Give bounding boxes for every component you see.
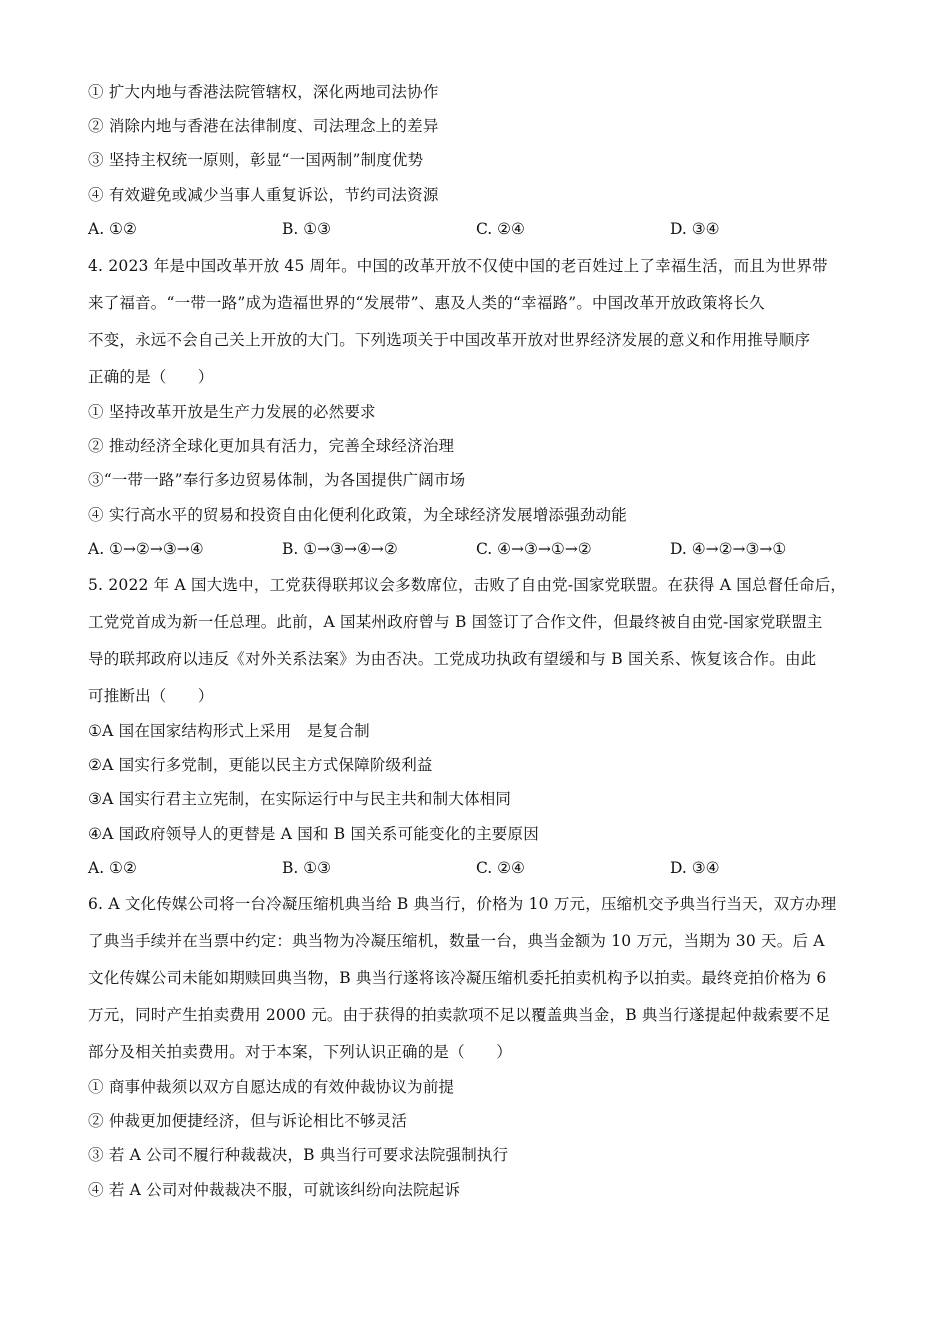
q5-option-1: ①A 国在国家结构形式上采用 是复合制 [88, 722, 370, 740]
q3-option-3: ③ 坚持主权统一原则，彰显“一国两制”制度优势 [88, 151, 424, 169]
q6-stem-line-3: 文化传媒公司未能如期赎回典当物，B 典当行遂将该冷凝压缩机委托拍卖机构予以拍卖。最终竞拍价格为 6 [88, 969, 827, 987]
q4-choice-d: D. ④→②→③→① [670, 540, 787, 558]
q3-option-2: ② 消除内地与香港在法律制度、司法理念上的差异 [88, 117, 439, 135]
q4-option-4: ④ 实行高水平的贸易和投资自由化便利化政策，为全球经济发展增添强劲动能 [88, 506, 627, 524]
q4-stem-line-3: 不变，永远不会自己关上开放的大门。下列选项关于中国改革开放对世界经济发展的意义和作用推导顺序 [88, 331, 811, 349]
q5-stem-line-2: 工党党首成为新一任总理。此前，A 国某州政府曾与 B 国签订了合作文件，但最终被自由党-国家党联盟主 [88, 613, 823, 631]
q6-stem-line-4: 万元，同时产生拍卖费用 2000 元。由于获得的拍卖款项不足以覆盖典当金，B 典当行遂提起仲裁索要不足 [88, 1006, 831, 1024]
q5-choice-a: A. ①② [88, 859, 137, 877]
q4-option-3: ③“一带一路”奉行多边贸易体制，为各国提供广阔市场 [88, 471, 466, 489]
q6-option-2: ② 仲裁更加便捷经济，但与诉论相比不够灵活 [88, 1112, 408, 1130]
q5-stem-line-4: 可推断出（ ） [88, 687, 214, 705]
q3-choice-d: D. ③④ [670, 220, 720, 238]
q4-stem-line-4: 正确的是（ ） [88, 368, 214, 386]
q4-stem-line-1: 4. 2023 年是中国改革开放 45 周年。中国的改革开放不仅使中国的老百姓过上了幸福生活，而且为世界带 [88, 257, 828, 275]
q3-option-4: ④ 有效避免或减少当事人重复诉讼，节约司法资源 [88, 186, 439, 204]
q4-option-2: ② 推动经济全球化更加具有活力，完善全球经济治理 [88, 437, 455, 455]
q5-option-3: ③A 国实行君主立宪制，在实际运行中与民主共和制大体相同 [88, 790, 512, 808]
q5-choice-c: C. ②④ [476, 859, 525, 877]
q5-stem-line-3: 导的联邦政府以违反《对外关系法案》为由否决。工党成功执政有望缓和与 B 国关系、恢复该合作。由此 [88, 650, 817, 668]
q4-option-1: ① 坚持改革开放是生产力发展的必然要求 [88, 403, 376, 421]
q4-choice-a: A. ①→②→③→④ [88, 540, 204, 558]
q3-choice-c: C. ②④ [476, 220, 525, 238]
q6-option-1: ① 商事仲裁须以双方自愿达成的有效仲裁协议为前提 [88, 1078, 455, 1096]
q4-stem-line-2: 来了福音。“一带一路”成为造福世界的“发展带”、惠及人类的“幸福路”。中国改革开放政策将长久 [88, 294, 765, 312]
q3-option-1: ① 扩大内地与香港法院管辖权，深化两地司法协作 [88, 83, 439, 101]
q6-option-4: ④ 若 A 公司对仲裁裁决不服，可就该纠纷向法院起诉 [88, 1181, 461, 1199]
q6-stem-line-1: 6. A 文化传媒公司将一台冷凝压缩机典当给 B 典当行，价格为 10 万元，压缩机交予典当行当天，双方办理 [88, 895, 837, 913]
q6-stem-line-2: 了典当手续并在当票中约定：典当物为冷凝压缩机，数量一台，典当金额为 10 万元，当期为 30 天。后 A [88, 932, 825, 950]
q3-choice-a: A. ①② [88, 220, 137, 238]
q6-option-3: ③ 若 A 公司不履行种裁裁决，B 典当行可要求法院强制执行 [88, 1146, 509, 1164]
q5-choice-b: B. ①③ [282, 859, 332, 877]
q3-choice-b: B. ①③ [282, 220, 332, 238]
q5-choice-d: D. ③④ [670, 859, 720, 877]
q4-choice-c: C. ④→③→①→② [476, 540, 592, 558]
q5-option-2: ②A 国实行多党制，更能以民主方式保障阶级利益 [88, 756, 433, 774]
q4-choice-b: B. ①→③→④→② [282, 540, 398, 558]
q5-option-4: ④A 国政府领导人的更替是 A 国和 B 国关系可能变化的主要原因 [88, 825, 539, 843]
q5-stem-line-1: 5. 2022 年 A 国大选中，工党获得联邦议会多数席位，击败了自由党-国家党联盟。在获得 A 国总督任命后， [88, 576, 847, 594]
q6-stem-line-5: 部分及相关拍卖费用。对于本案，下列认识正确的是（ ） [88, 1043, 512, 1061]
